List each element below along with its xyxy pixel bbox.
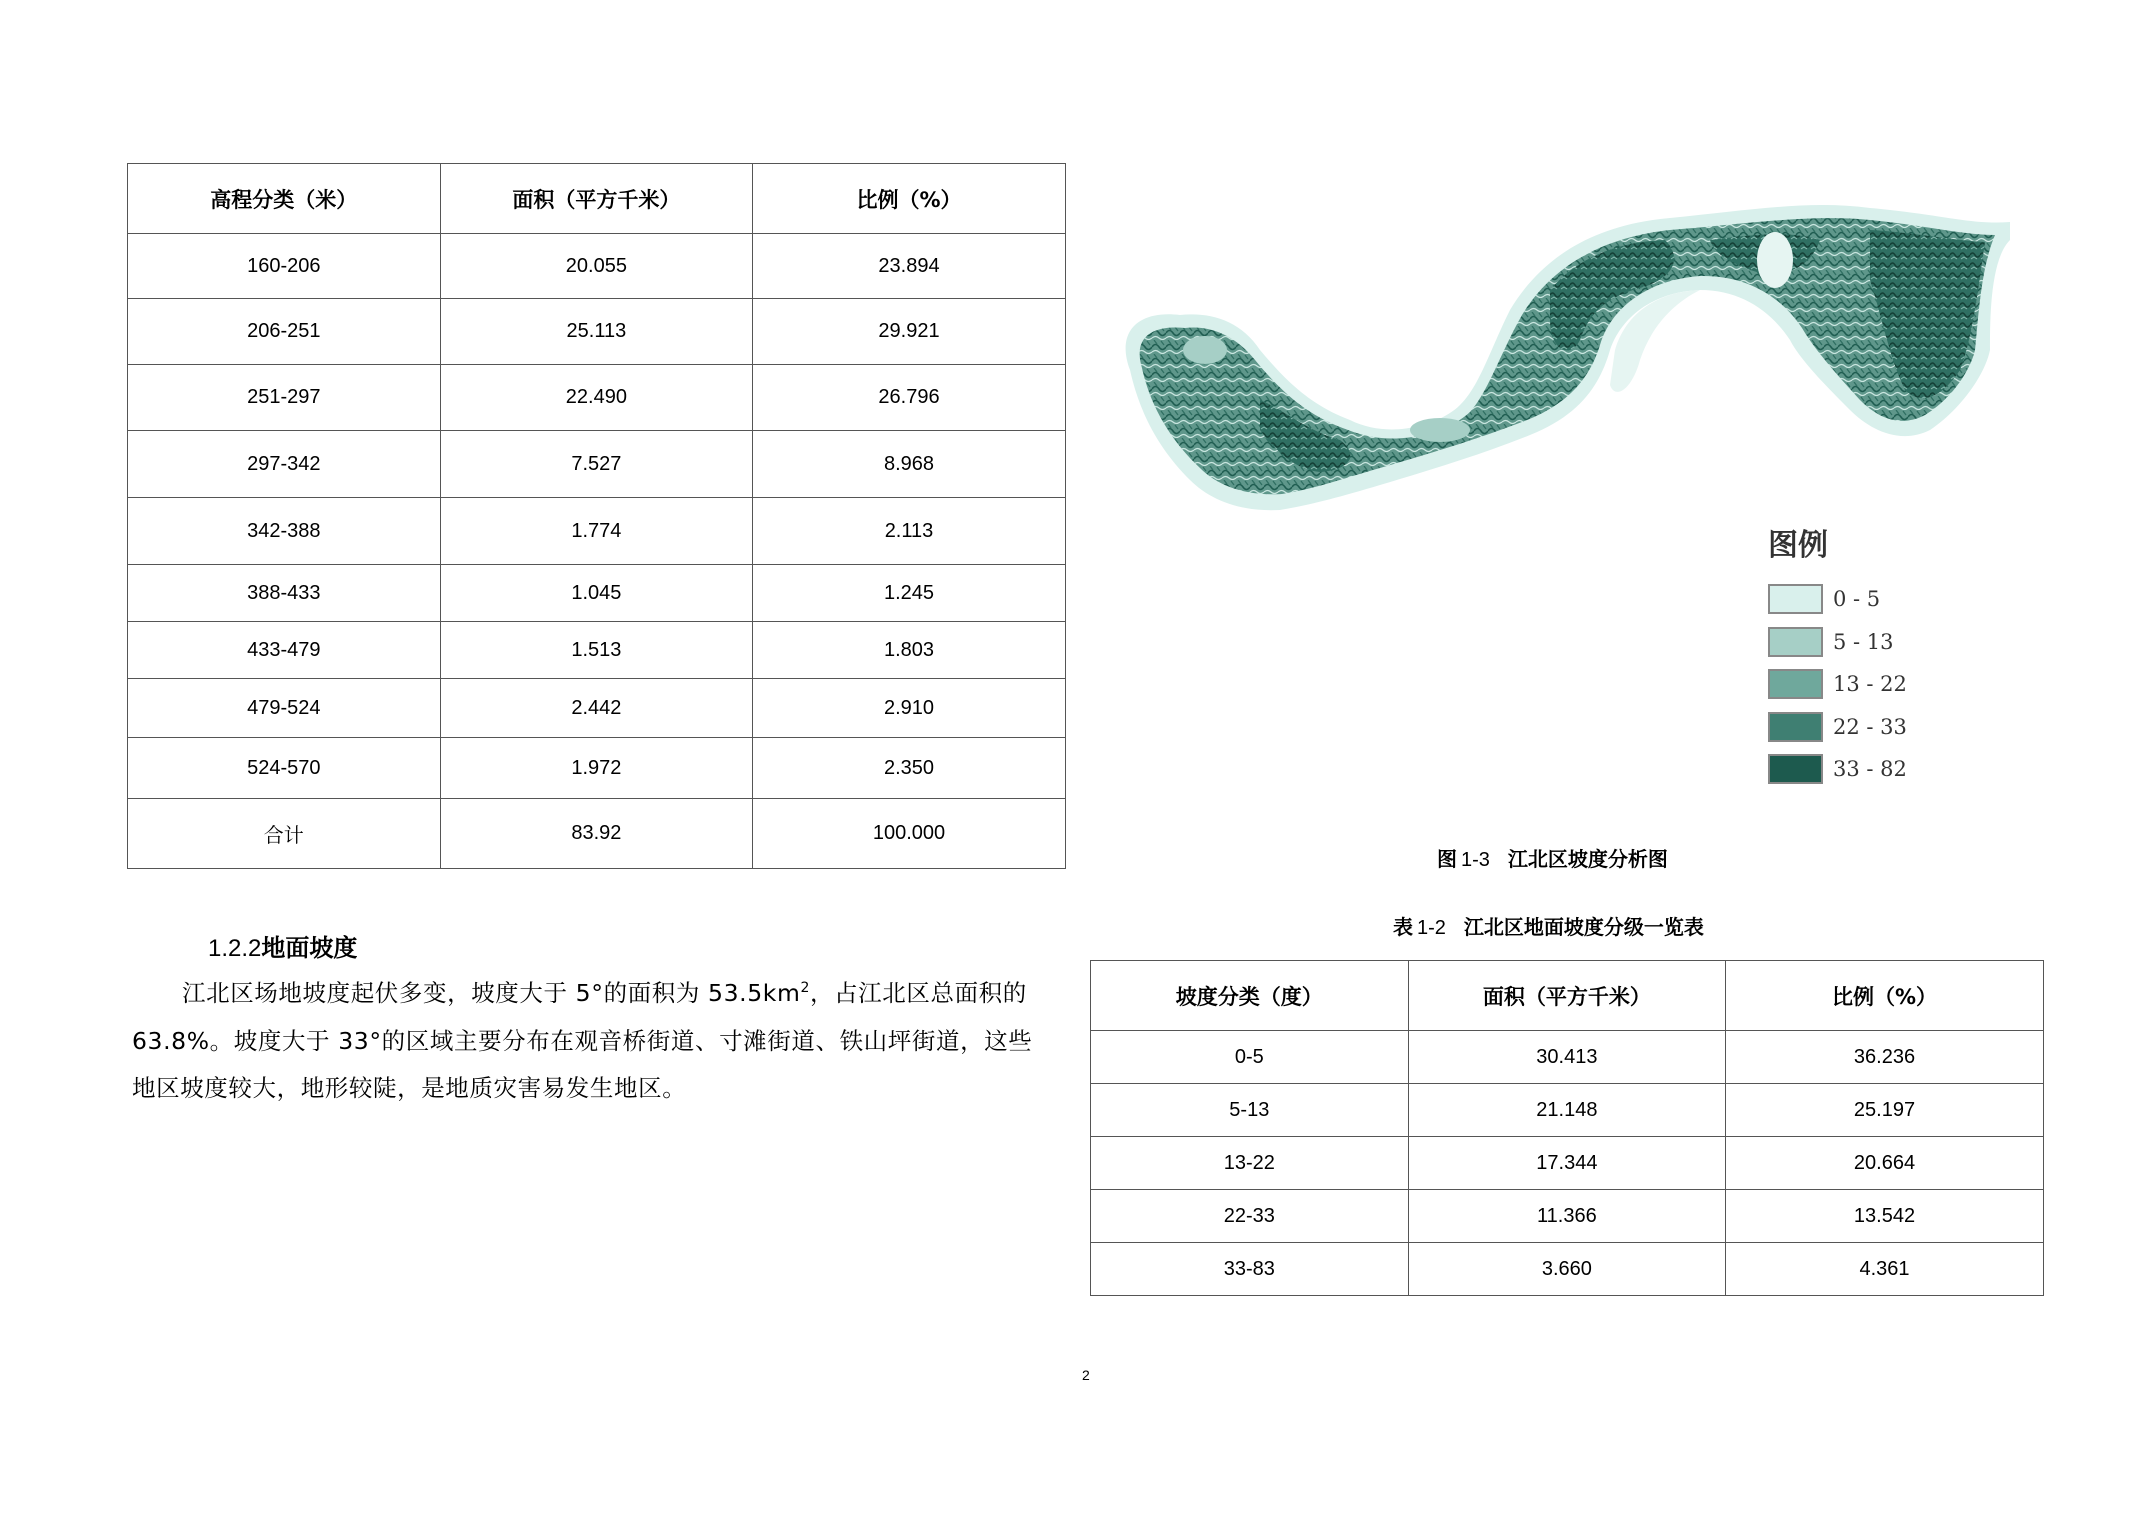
table-cell: 2.442: [440, 679, 753, 738]
table-cell: 160-206: [128, 234, 441, 299]
caption-prefix: 表: [1393, 915, 1413, 939]
table-cell: 30.413: [1408, 1031, 1726, 1084]
figure-caption: [1437, 843, 1668, 872]
table-cell: 7.527: [440, 431, 753, 498]
column-header: 比例（%）: [753, 164, 1066, 234]
section-heading: [208, 928, 357, 963]
table-row: [128, 498, 1066, 565]
caption-title: 江北区地面坡度分级一览表: [1463, 915, 1704, 939]
table-cell: 20.664: [1726, 1137, 2044, 1190]
table-cell: 8.968: [753, 431, 1066, 498]
page-number: 2: [1082, 1367, 1090, 1383]
table-row: [128, 234, 1066, 299]
table-cell: 23.894: [753, 234, 1066, 299]
table-row: [128, 738, 1066, 799]
legend-swatch: [1768, 669, 1823, 699]
table-cell: 22.490: [440, 365, 753, 431]
table-cell: 1.774: [440, 498, 753, 565]
legend-item: [1768, 621, 1907, 664]
superscript: 2: [800, 980, 810, 997]
slope-table: [1090, 960, 2044, 1296]
table-header-row: [128, 164, 1066, 234]
table-row: [128, 679, 1066, 738]
caption-number: 1-3: [1461, 849, 1490, 871]
table-cell: 25.113: [440, 299, 753, 365]
table-cell: 4.361: [1726, 1243, 2044, 1296]
table-cell: 3.660: [1408, 1243, 1726, 1296]
legend-swatch: [1768, 712, 1823, 742]
table-cell: 13-22: [1091, 1137, 1409, 1190]
table-cell: 5-13: [1091, 1084, 1409, 1137]
column-header: 面积（平方千米）: [440, 164, 753, 234]
section-title: 地面坡度: [261, 934, 358, 962]
table-cell: 0-5: [1091, 1031, 1409, 1084]
table-cell: 20.055: [440, 234, 753, 299]
column-header: 高程分类（米）: [128, 164, 441, 234]
table-cell: 83.92: [440, 799, 753, 869]
table-cell: 1.045: [440, 565, 753, 622]
table-cell: 342-388: [128, 498, 441, 565]
paragraph-text: ，占江北区总面积的: [809, 979, 1027, 1007]
table-row: [1091, 1031, 2044, 1084]
table-cell: 297-342: [128, 431, 441, 498]
table-cell: 合计: [128, 799, 441, 869]
elevation-table: [127, 163, 1066, 869]
paragraph-line: 63.8%。坡度大于 33°的区域主要分布在观音桥街道、寸滩街道、铁山坪街道，这些: [132, 1027, 1033, 1055]
table-cell: 206-251: [128, 299, 441, 365]
table-cell: 479-524: [128, 679, 441, 738]
table-cell: 21.148: [1408, 1084, 1726, 1137]
table-cell: 1.972: [440, 738, 753, 799]
legend-item: [1768, 578, 1907, 621]
legend-swatch: [1768, 754, 1823, 784]
table-row: [128, 565, 1066, 622]
table-cell: 100.000: [753, 799, 1066, 869]
column-header: 坡度分类（度）: [1091, 961, 1409, 1031]
table-row: [1091, 1084, 2044, 1137]
legend-label: 5 - 13: [1833, 629, 1894, 654]
table-cell: 25.197: [1726, 1084, 2044, 1137]
legend-item: [1768, 706, 1907, 749]
legend-item: [1768, 663, 1907, 706]
table-row: [128, 622, 1066, 679]
table-cell: 1.513: [440, 622, 753, 679]
table-cell: 36.236: [1726, 1031, 2044, 1084]
table-row: [1091, 1137, 2044, 1190]
table-cell: 26.796: [753, 365, 1066, 431]
table-caption: [1393, 911, 1704, 940]
legend-swatch: [1768, 584, 1823, 614]
table-cell: 2.910: [753, 679, 1066, 738]
table-cell: 388-433: [128, 565, 441, 622]
column-header: 比例（%）: [1726, 961, 2044, 1031]
table-cell: 22-33: [1091, 1190, 1409, 1243]
table-cell: 17.344: [1408, 1137, 1726, 1190]
legend-label: 22 - 33: [1833, 714, 1907, 739]
table-row: [1091, 1190, 2044, 1243]
table-cell: 13.542: [1726, 1190, 2044, 1243]
column-header: 面积（平方千米）: [1408, 961, 1726, 1031]
legend-item: [1768, 748, 1907, 791]
paragraph-line: 地区坡度较大，地形较陡，是地质灾害易发生地区。: [132, 1074, 687, 1102]
legend-label: 0 - 5: [1833, 587, 1881, 612]
paragraph-line: [132, 974, 1062, 1008]
map-legend: [1768, 520, 1907, 791]
section-number: 1.2.2: [208, 935, 262, 962]
table-cell: 524-570: [128, 738, 441, 799]
table-row: [128, 431, 1066, 498]
table-cell: 1.245: [753, 565, 1066, 622]
table-cell: 1.803: [753, 622, 1066, 679]
table-row: [1091, 1243, 2044, 1296]
table-cell: 2.350: [753, 738, 1066, 799]
table-cell: 11.366: [1408, 1190, 1726, 1243]
table-cell: 29.921: [753, 299, 1066, 365]
legend-swatch: [1768, 627, 1823, 657]
table-cell: 251-297: [128, 365, 441, 431]
table-header-row: [1091, 961, 2044, 1031]
legend-label: 13 - 22: [1833, 672, 1907, 697]
table-total-row: [128, 799, 1066, 869]
legend-label: 33 - 82: [1833, 757, 1907, 782]
paragraph-text: 江北区场地坡度起伏多变，坡度大于 5°的面积为 53.5km: [182, 979, 801, 1007]
table-cell: 2.113: [753, 498, 1066, 565]
table-cell: 433-479: [128, 622, 441, 679]
caption-number: 1-2: [1417, 917, 1446, 939]
table-cell: 33-83: [1091, 1243, 1409, 1296]
table-row: [128, 365, 1066, 431]
legend-title: 图例: [1768, 528, 1828, 563]
table-row: [128, 299, 1066, 365]
caption-title: 江北区坡度分析图: [1507, 847, 1668, 871]
caption-prefix: 图: [1437, 847, 1457, 871]
